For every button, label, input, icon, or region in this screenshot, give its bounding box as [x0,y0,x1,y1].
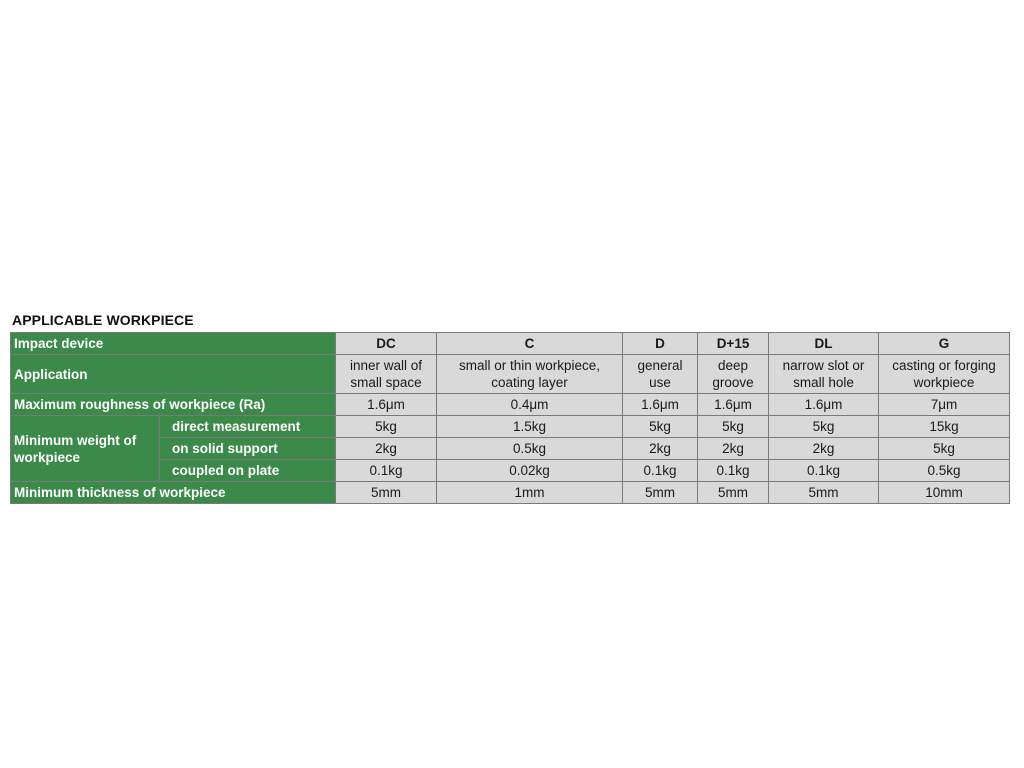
device-header-g: G [879,333,1010,355]
roughness-row [11,394,1010,416]
device-header-c: C [437,333,623,355]
weight-support-g: 5kg [879,438,1010,460]
impact-device-row [11,333,1010,355]
min-thickness-label: Minimum thickness of workpiece [11,482,336,504]
coupled-plate-label: coupled on plate [160,460,336,482]
thickness-row [11,482,1010,504]
thickness-dc: 5mm [336,482,437,504]
min-weight-label: Minimum weight of workpiece [11,416,160,482]
weight-plate-d: 0.1kg [623,460,698,482]
application-g: casting or forging workpiece [879,355,1010,394]
weight-direct-dc: 5kg [336,416,437,438]
solid-support-label: on solid support [160,438,336,460]
roughness-dc: 1.6μm [336,394,437,416]
weight-support-d: 2kg [623,438,698,460]
weight-plate-c: 0.02kg [437,460,623,482]
weight-plate-g: 0.5kg [879,460,1010,482]
weight-direct-d: 5kg [623,416,698,438]
roughness-d15: 1.6μm [698,394,769,416]
weight-plate-row [11,460,1010,482]
weight-direct-c: 1.5kg [437,416,623,438]
applicable-workpiece-table [10,332,1010,504]
weight-support-dc: 2kg [336,438,437,460]
application-d: general use [623,355,698,394]
weight-plate-d15: 0.1kg [698,460,769,482]
impact-device-label: Impact device [11,333,336,355]
application-d15: deep groove [698,355,769,394]
weight-direct-dl: 5kg [769,416,879,438]
weight-support-row [11,438,1010,460]
application-label: Application [11,355,336,394]
application-dc: inner wall of small space [336,355,437,394]
device-header-dl: DL [769,333,879,355]
roughness-dl: 1.6μm [769,394,879,416]
weight-direct-d15: 5kg [698,416,769,438]
roughness-g: 7μm [879,394,1010,416]
weight-support-dl: 2kg [769,438,879,460]
thickness-dl: 5mm [769,482,879,504]
thickness-g: 10mm [879,482,1010,504]
weight-support-c: 0.5kg [437,438,623,460]
weight-plate-dl: 0.1kg [769,460,879,482]
thickness-d: 5mm [623,482,698,504]
table-title: APPLICABLE WORKPIECE [12,312,194,328]
thickness-c: 1mm [437,482,623,504]
weight-plate-dc: 0.1kg [336,460,437,482]
device-header-d15: D+15 [698,333,769,355]
weight-support-d15: 2kg [698,438,769,460]
weight-direct-row [11,416,1010,438]
application-c: small or thin workpiece, coating layer [437,355,623,394]
roughness-c: 0.4μm [437,394,623,416]
application-row [11,355,1010,394]
roughness-d: 1.6μm [623,394,698,416]
device-header-dc: DC [336,333,437,355]
thickness-d15: 5mm [698,482,769,504]
application-dl: narrow slot or small hole [769,355,879,394]
max-roughness-label: Maximum roughness of workpiece (Ra) [11,394,336,416]
weight-direct-g: 15kg [879,416,1010,438]
device-header-d: D [623,333,698,355]
direct-measurement-label: direct measurement [160,416,336,438]
